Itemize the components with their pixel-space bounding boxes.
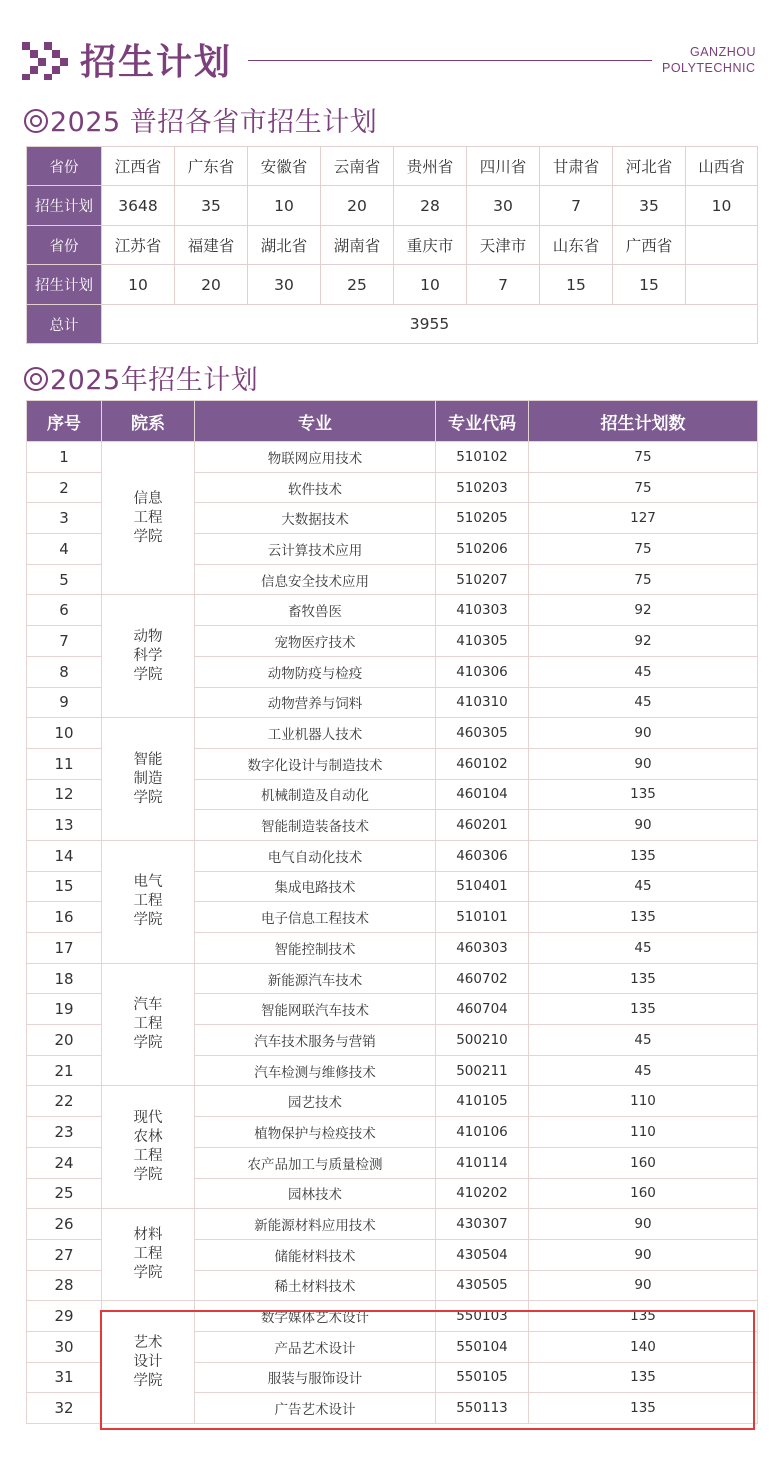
plan-cell: 75: [529, 564, 758, 595]
circle-bullet-icon: [24, 367, 48, 391]
major-cell: 信息安全技术应用: [195, 564, 436, 595]
plan-cell: 90: [529, 1239, 758, 1270]
table-cell: 35: [613, 186, 686, 226]
code-cell: 460201: [436, 810, 529, 841]
code-cell: 550104: [436, 1331, 529, 1362]
plan-cell: 135: [529, 1393, 758, 1424]
table-cell: 15: [540, 265, 613, 305]
code-cell: 510206: [436, 534, 529, 565]
code-cell: 510401: [436, 871, 529, 902]
major-cell: 电子信息工程技术: [195, 902, 436, 933]
department-cell: 信息 工程 学院: [102, 442, 195, 595]
code-cell: 410114: [436, 1147, 529, 1178]
code-cell: 510203: [436, 472, 529, 503]
column-header: 专业代码: [436, 401, 529, 442]
seq-cell: 16: [27, 902, 102, 933]
plan-cell: 45: [529, 656, 758, 687]
major-cell: 软件技术: [195, 472, 436, 503]
table-row: [27, 147, 758, 186]
major-cell: 畜牧兽医: [195, 595, 436, 626]
brand-line-1: GANZHOU: [690, 45, 756, 59]
major-cell: 农产品加工与质量检测: [195, 1147, 436, 1178]
major-cell: 汽车检测与维修技术: [195, 1055, 436, 1086]
table-row: [27, 718, 758, 749]
code-cell: 460702: [436, 963, 529, 994]
major-cell: 宠物医疗技术: [195, 626, 436, 657]
code-cell: 460104: [436, 779, 529, 810]
major-cell: 稀土材料技术: [195, 1270, 436, 1301]
table-row: [27, 1301, 758, 1332]
code-cell: 430307: [436, 1209, 529, 1240]
table-cell: 江西省: [102, 147, 175, 186]
seq-cell: 23: [27, 1117, 102, 1148]
table-row: [27, 226, 758, 265]
table-row: [27, 963, 758, 994]
plan-cell: 140: [529, 1331, 758, 1362]
code-cell: 510101: [436, 902, 529, 933]
seq-cell: 15: [27, 871, 102, 902]
table-cell: 30: [467, 186, 540, 226]
table-cell: 20: [321, 186, 394, 226]
row-header-cell: 总计: [27, 305, 102, 344]
plan-cell: 135: [529, 1362, 758, 1393]
seq-cell: 8: [27, 656, 102, 687]
major-cell: 电气自动化技术: [195, 840, 436, 871]
table-cell: 3648: [102, 186, 175, 226]
seq-cell: 3: [27, 503, 102, 534]
seq-cell: 12: [27, 779, 102, 810]
table-cell: 云南省: [321, 147, 394, 186]
department-cell: 艺术 设计 学院: [102, 1301, 195, 1424]
seq-cell: 32: [27, 1393, 102, 1424]
seq-cell: 19: [27, 994, 102, 1025]
table-cell: 10: [248, 186, 321, 226]
code-cell: 410310: [436, 687, 529, 718]
row-header-cell: 省份: [27, 226, 102, 265]
department-cell: 电气 工程 学院: [102, 840, 195, 963]
code-cell: 550105: [436, 1362, 529, 1393]
table-row: [27, 1086, 758, 1117]
code-cell: 460303: [436, 933, 529, 964]
seq-cell: 2: [27, 472, 102, 503]
double-chevron-right-icon: [22, 40, 70, 80]
major-cell: 新能源汽车技术: [195, 963, 436, 994]
major-cell: 产品艺术设计: [195, 1331, 436, 1362]
code-cell: 550113: [436, 1393, 529, 1424]
seq-cell: 4: [27, 534, 102, 565]
table-row: [27, 595, 758, 626]
total-value: 3955: [102, 305, 758, 344]
code-cell: 550103: [436, 1301, 529, 1332]
major-cell: 动物营养与饲料: [195, 687, 436, 718]
row-header-cell: 招生计划: [27, 186, 102, 226]
plan-cell: 75: [529, 472, 758, 503]
seq-cell: 20: [27, 1025, 102, 1056]
table-cell: 天津市: [467, 226, 540, 265]
code-cell: 510102: [436, 442, 529, 473]
row-header-cell: 招生计划: [27, 265, 102, 305]
plan-cell: 92: [529, 595, 758, 626]
major-cell: 数字媒体艺术设计: [195, 1301, 436, 1332]
code-cell: 410106: [436, 1117, 529, 1148]
code-cell: 460102: [436, 748, 529, 779]
column-header: 序号: [27, 401, 102, 442]
plan-cell: 135: [529, 840, 758, 871]
code-cell: 460306: [436, 840, 529, 871]
province-plan-table: [26, 146, 758, 344]
code-cell: 500211: [436, 1055, 529, 1086]
plan-cell: 90: [529, 1270, 758, 1301]
plan-cell: 160: [529, 1178, 758, 1209]
code-cell: 430504: [436, 1239, 529, 1270]
plan-cell: 45: [529, 1025, 758, 1056]
seq-cell: 13: [27, 810, 102, 841]
code-cell: 410303: [436, 595, 529, 626]
code-cell: 410305: [436, 626, 529, 657]
section-title-majors: 2025年招生计划: [24, 358, 258, 397]
table-header-row: [27, 401, 758, 442]
code-cell: 460704: [436, 994, 529, 1025]
table-cell: 10: [686, 186, 758, 226]
seq-cell: 1: [27, 442, 102, 473]
table-cell: [686, 226, 758, 265]
seq-cell: 14: [27, 840, 102, 871]
plan-cell: 45: [529, 871, 758, 902]
seq-cell: 26: [27, 1209, 102, 1240]
table-cell: [686, 265, 758, 305]
department-cell: 智能 制造 学院: [102, 718, 195, 841]
table-cell: 福建省: [175, 226, 248, 265]
major-cell: 云计算技术应用: [195, 534, 436, 565]
table-cell: 15: [613, 265, 686, 305]
major-cell: 集成电路技术: [195, 871, 436, 902]
section-title-provinces: 2025 普招各省市招生计划: [24, 100, 377, 139]
table-cell: 25: [321, 265, 394, 305]
major-cell: 智能控制技术: [195, 933, 436, 964]
plan-cell: 135: [529, 1301, 758, 1332]
table-cell: 20: [175, 265, 248, 305]
department-cell: 材料 工程 学院: [102, 1209, 195, 1301]
plan-cell: 135: [529, 779, 758, 810]
seq-cell: 24: [27, 1147, 102, 1178]
seq-cell: 5: [27, 564, 102, 595]
major-cell: 园艺技术: [195, 1086, 436, 1117]
seq-cell: 21: [27, 1055, 102, 1086]
table-cell: 35: [175, 186, 248, 226]
brand-line-2: POLYTECHNIC: [662, 61, 756, 75]
table-cell: 28: [394, 186, 467, 226]
table-cell: 江苏省: [102, 226, 175, 265]
table-cell: 7: [540, 186, 613, 226]
plan-cell: 90: [529, 748, 758, 779]
code-cell: 510205: [436, 503, 529, 534]
major-cell: 数字化设计与制造技术: [195, 748, 436, 779]
column-header: 招生计划数: [529, 401, 758, 442]
major-cell: 园林技术: [195, 1178, 436, 1209]
plan-cell: 45: [529, 687, 758, 718]
table-cell: 甘肃省: [540, 147, 613, 186]
table-cell: 湖南省: [321, 226, 394, 265]
department-cell: 汽车 工程 学院: [102, 963, 195, 1086]
code-cell: 510207: [436, 564, 529, 595]
table-cell: 广西省: [613, 226, 686, 265]
table-row: [27, 442, 758, 473]
table-cell: 广东省: [175, 147, 248, 186]
department-cell: 动物 科学 学院: [102, 595, 195, 718]
seq-cell: 25: [27, 1178, 102, 1209]
major-cell: 植物保护与检疫技术: [195, 1117, 436, 1148]
seq-cell: 28: [27, 1270, 102, 1301]
page-title: 招生计划: [80, 42, 233, 83]
major-cell: 服装与服饰设计: [195, 1362, 436, 1393]
plan-cell: 127: [529, 503, 758, 534]
seq-cell: 29: [27, 1301, 102, 1332]
brand-logo-text: [662, 44, 762, 76]
major-cell: 动物防疫与检疫: [195, 656, 436, 687]
table-row: [27, 1209, 758, 1240]
table-cell: 山西省: [686, 147, 758, 186]
plan-cell: 45: [529, 933, 758, 964]
plan-cell: 160: [529, 1147, 758, 1178]
major-cell: 汽车技术服务与营销: [195, 1025, 436, 1056]
major-plan-table: [26, 400, 758, 1424]
seq-cell: 31: [27, 1362, 102, 1393]
plan-cell: 45: [529, 1055, 758, 1086]
plan-cell: 135: [529, 963, 758, 994]
code-cell: 410105: [436, 1086, 529, 1117]
seq-cell: 22: [27, 1086, 102, 1117]
code-cell: 410202: [436, 1178, 529, 1209]
plan-cell: 90: [529, 718, 758, 749]
table-row: [27, 186, 758, 226]
table-cell: 河北省: [613, 147, 686, 186]
column-header: 院系: [102, 401, 195, 442]
seq-cell: 10: [27, 718, 102, 749]
table-row: [27, 265, 758, 305]
table-cell: 10: [102, 265, 175, 305]
major-cell: 大数据技术: [195, 503, 436, 534]
code-cell: 500210: [436, 1025, 529, 1056]
page-header: [0, 0, 775, 95]
plan-cell: 75: [529, 442, 758, 473]
row-header-cell: 省份: [27, 147, 102, 186]
code-cell: 410306: [436, 656, 529, 687]
major-cell: 智能制造装备技术: [195, 810, 436, 841]
table-cell: 30: [248, 265, 321, 305]
major-cell: 智能网联汽车技术: [195, 994, 436, 1025]
plan-cell: 90: [529, 1209, 758, 1240]
table-row: [27, 840, 758, 871]
table-cell: 四川省: [467, 147, 540, 186]
seq-cell: 9: [27, 687, 102, 718]
major-cell: 广告艺术设计: [195, 1393, 436, 1424]
department-cell: 现代 农林 工程 学院: [102, 1086, 195, 1209]
table-cell: 7: [467, 265, 540, 305]
plan-cell: 135: [529, 902, 758, 933]
seq-cell: 18: [27, 963, 102, 994]
plan-cell: 135: [529, 994, 758, 1025]
major-cell: 工业机器人技术: [195, 718, 436, 749]
seq-cell: 30: [27, 1331, 102, 1362]
major-cell: 机械制造及自动化: [195, 779, 436, 810]
table-cell: 湖北省: [248, 226, 321, 265]
major-cell: 储能材料技术: [195, 1239, 436, 1270]
plan-cell: 92: [529, 626, 758, 657]
seq-cell: 27: [27, 1239, 102, 1270]
column-header: 专业: [195, 401, 436, 442]
table-cell: 重庆市: [394, 226, 467, 265]
plan-cell: 90: [529, 810, 758, 841]
table-cell: 贵州省: [394, 147, 467, 186]
table-cell: 10: [394, 265, 467, 305]
seq-cell: 11: [27, 748, 102, 779]
circle-bullet-icon: [24, 109, 48, 133]
table-cell: 安徽省: [248, 147, 321, 186]
header-divider: [248, 60, 652, 61]
major-cell: 新能源材料应用技术: [195, 1209, 436, 1240]
code-cell: 430505: [436, 1270, 529, 1301]
total-row: [27, 305, 758, 344]
code-cell: 460305: [436, 718, 529, 749]
plan-cell: 110: [529, 1086, 758, 1117]
table-cell: 山东省: [540, 226, 613, 265]
plan-cell: 110: [529, 1117, 758, 1148]
major-cell: 物联网应用技术: [195, 442, 436, 473]
seq-cell: 6: [27, 595, 102, 626]
seq-cell: 17: [27, 933, 102, 964]
seq-cell: 7: [27, 626, 102, 657]
plan-cell: 75: [529, 534, 758, 565]
